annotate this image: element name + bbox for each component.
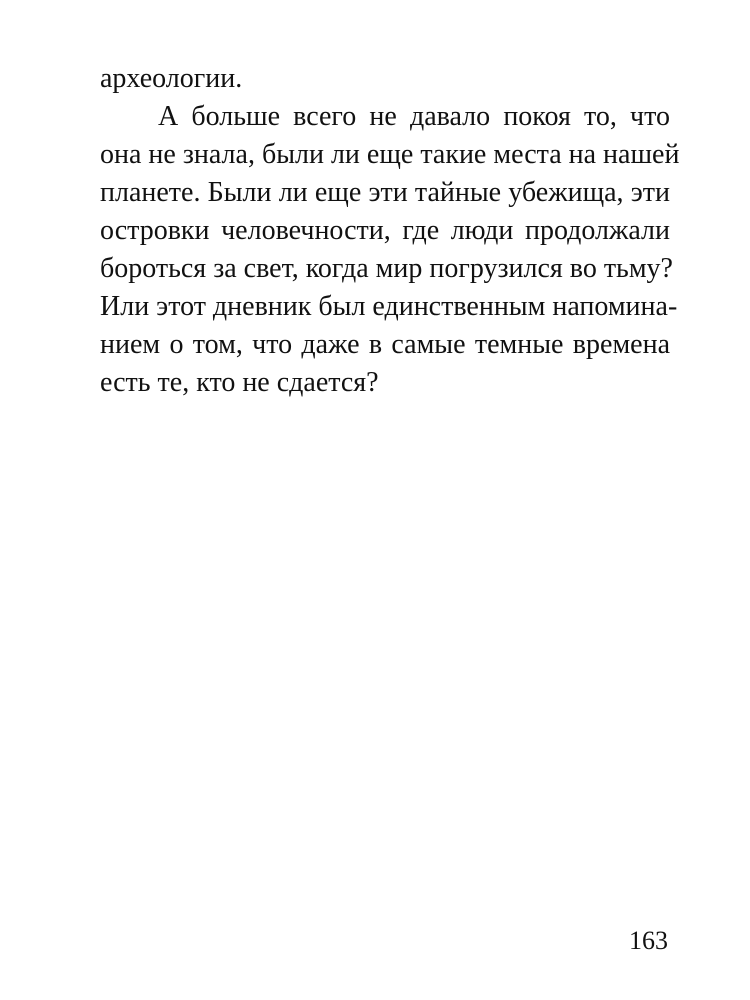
text-line: археологии. [100, 63, 243, 94]
text-line: есть те, кто не сдается? [100, 367, 379, 398]
text-line: она не знала, были ли еще такие места на нашей [100, 139, 680, 170]
text-line: нием о том, что даже в самые темные времена [100, 329, 670, 360]
body-text [100, 60, 680, 402]
page-number: 163 [629, 926, 668, 955]
text-line: Или этот дневник был единственным напомина- [100, 291, 678, 322]
text-line: бороться за свет, когда мир погрузился во тьму? [100, 253, 673, 284]
text-line: островки человечности, где люди продолжали [100, 215, 670, 246]
text-line: планете. Были ли еще эти тайные убежища, эти [100, 177, 670, 208]
text-line: А больше всего не давало покоя то, что [158, 101, 670, 132]
